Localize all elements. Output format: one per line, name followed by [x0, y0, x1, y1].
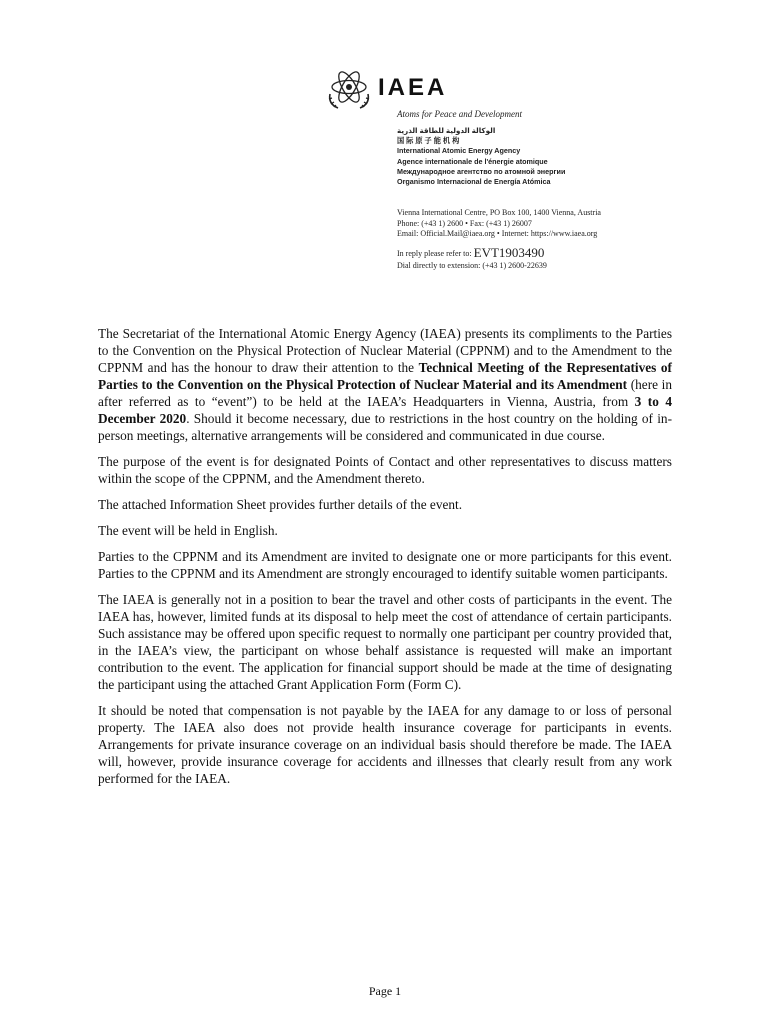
paragraph-5: Parties to the CPPNM and its Amendment are invited to designate one or more participants for this event. Parties to the CPPNM and its Amendment are strongly encouraged to identify suitable women participants.: [98, 549, 672, 581]
contact-address: [397, 208, 601, 240]
letter-body: [98, 325, 672, 796]
agency-name-french: Agence internationale de l'énergie atomique: [397, 156, 548, 166]
email-internet: Email: Official.Mail@iaea.org • Internet: https://www.iaea.org: [397, 229, 598, 238]
iaea-atom-emblem-icon: [326, 64, 372, 110]
event-title: Technical Meeting of the Representatives of Parties to the Convention on the Physical Protection of Nuclear Material and its Amendment: [98, 360, 672, 392]
paragraph-1: The Secretariat of the International Atomic Energy Agency (IAEA) presents its compliments to the Parties to the Convention on the Physical Protection of Nuclear Material (CPPNM) and to the Amendment to the CPPNM and has the honour to draw their attention to the Technical Meeting of the Representatives of Parties to the Convention on the Physical Protection of Nuclear Material and its Amendment (here in after referred as to “event”) to be held at the IAEA’s Headquarters in Vienna, Austria, from 3 to 4 December 2020. Should it become necessary, due to restrictions in the host country on the holding of in-person meetings, alternative arrangements will be considered and communicated in due course.: [98, 326, 672, 443]
phone-fax: Phone: (+43 1) 2600 • Fax: (+43 1) 26007: [397, 218, 532, 228]
event-dates: 3 to 4 December 2020: [98, 394, 672, 426]
page-number: Page 1: [368, 984, 402, 998]
reference-block: [397, 247, 547, 272]
agency-name-chinese: 国 际 原 子 能 机 构: [397, 136, 460, 146]
agency-name-english: International Atomic Energy Agency: [397, 146, 521, 156]
agency-name-spanish: Organismo Internacional de Energía Atómica: [397, 177, 551, 187]
reference-number: EVT1903490: [473, 245, 545, 260]
paragraph-3: The attached Information Sheet provides further details of the event.: [98, 497, 463, 512]
dial-extension: Dial directly to extension: (+43 1) 2600-22639: [397, 261, 547, 270]
paragraph-7: It should be noted that compensation is not payable by the IAEA for any damage to or loss of personal property. The IAEA also does not provide health insurance coverage for participants in events. Arrangements for private insurance coverage on an individual basis should therefore be made. The IAEA will, however, provide insurance coverage for accidents and illnesses that clearly result from any work performed for the IAEA.: [98, 703, 672, 786]
tagline: Atoms for Peace and Development: [397, 109, 522, 119]
postal-address: Vienna International Centre, PO Box 100, 1400 Vienna, Austria: [397, 208, 601, 217]
reply-label: In reply please refer to:: [397, 249, 472, 258]
agency-names: [397, 126, 565, 187]
org-short-name: IAEA: [378, 74, 448, 101]
agency-name-arabic: الوكالة الدولية للطاقة الذرية: [397, 126, 496, 135]
paragraph-2: The purpose of the event is for designated Points of Contact and other representatives to discuss matters within the scope of the CPPNM, and the Amendment thereto.: [98, 454, 672, 486]
agency-name-russian: Международное агентство по атомной энергии: [397, 166, 566, 176]
paragraph-6: The IAEA is generally not in a position to bear the travel and other costs of participants in the event. The IAEA has, however, limited funds at its disposal to help meet the cost of attendance of certain participants. Such assistance may be offered upon specific request to normally one participant per country provided that, in the IAEA’s view, the participant on whose behalf assistance is requested will make an important contribution to the event. The application for financial support should be made at the time of designating the participant using the attached Grant Application Form (Form C).: [98, 592, 672, 692]
paragraph-4: The event will be held in English.: [98, 523, 278, 538]
